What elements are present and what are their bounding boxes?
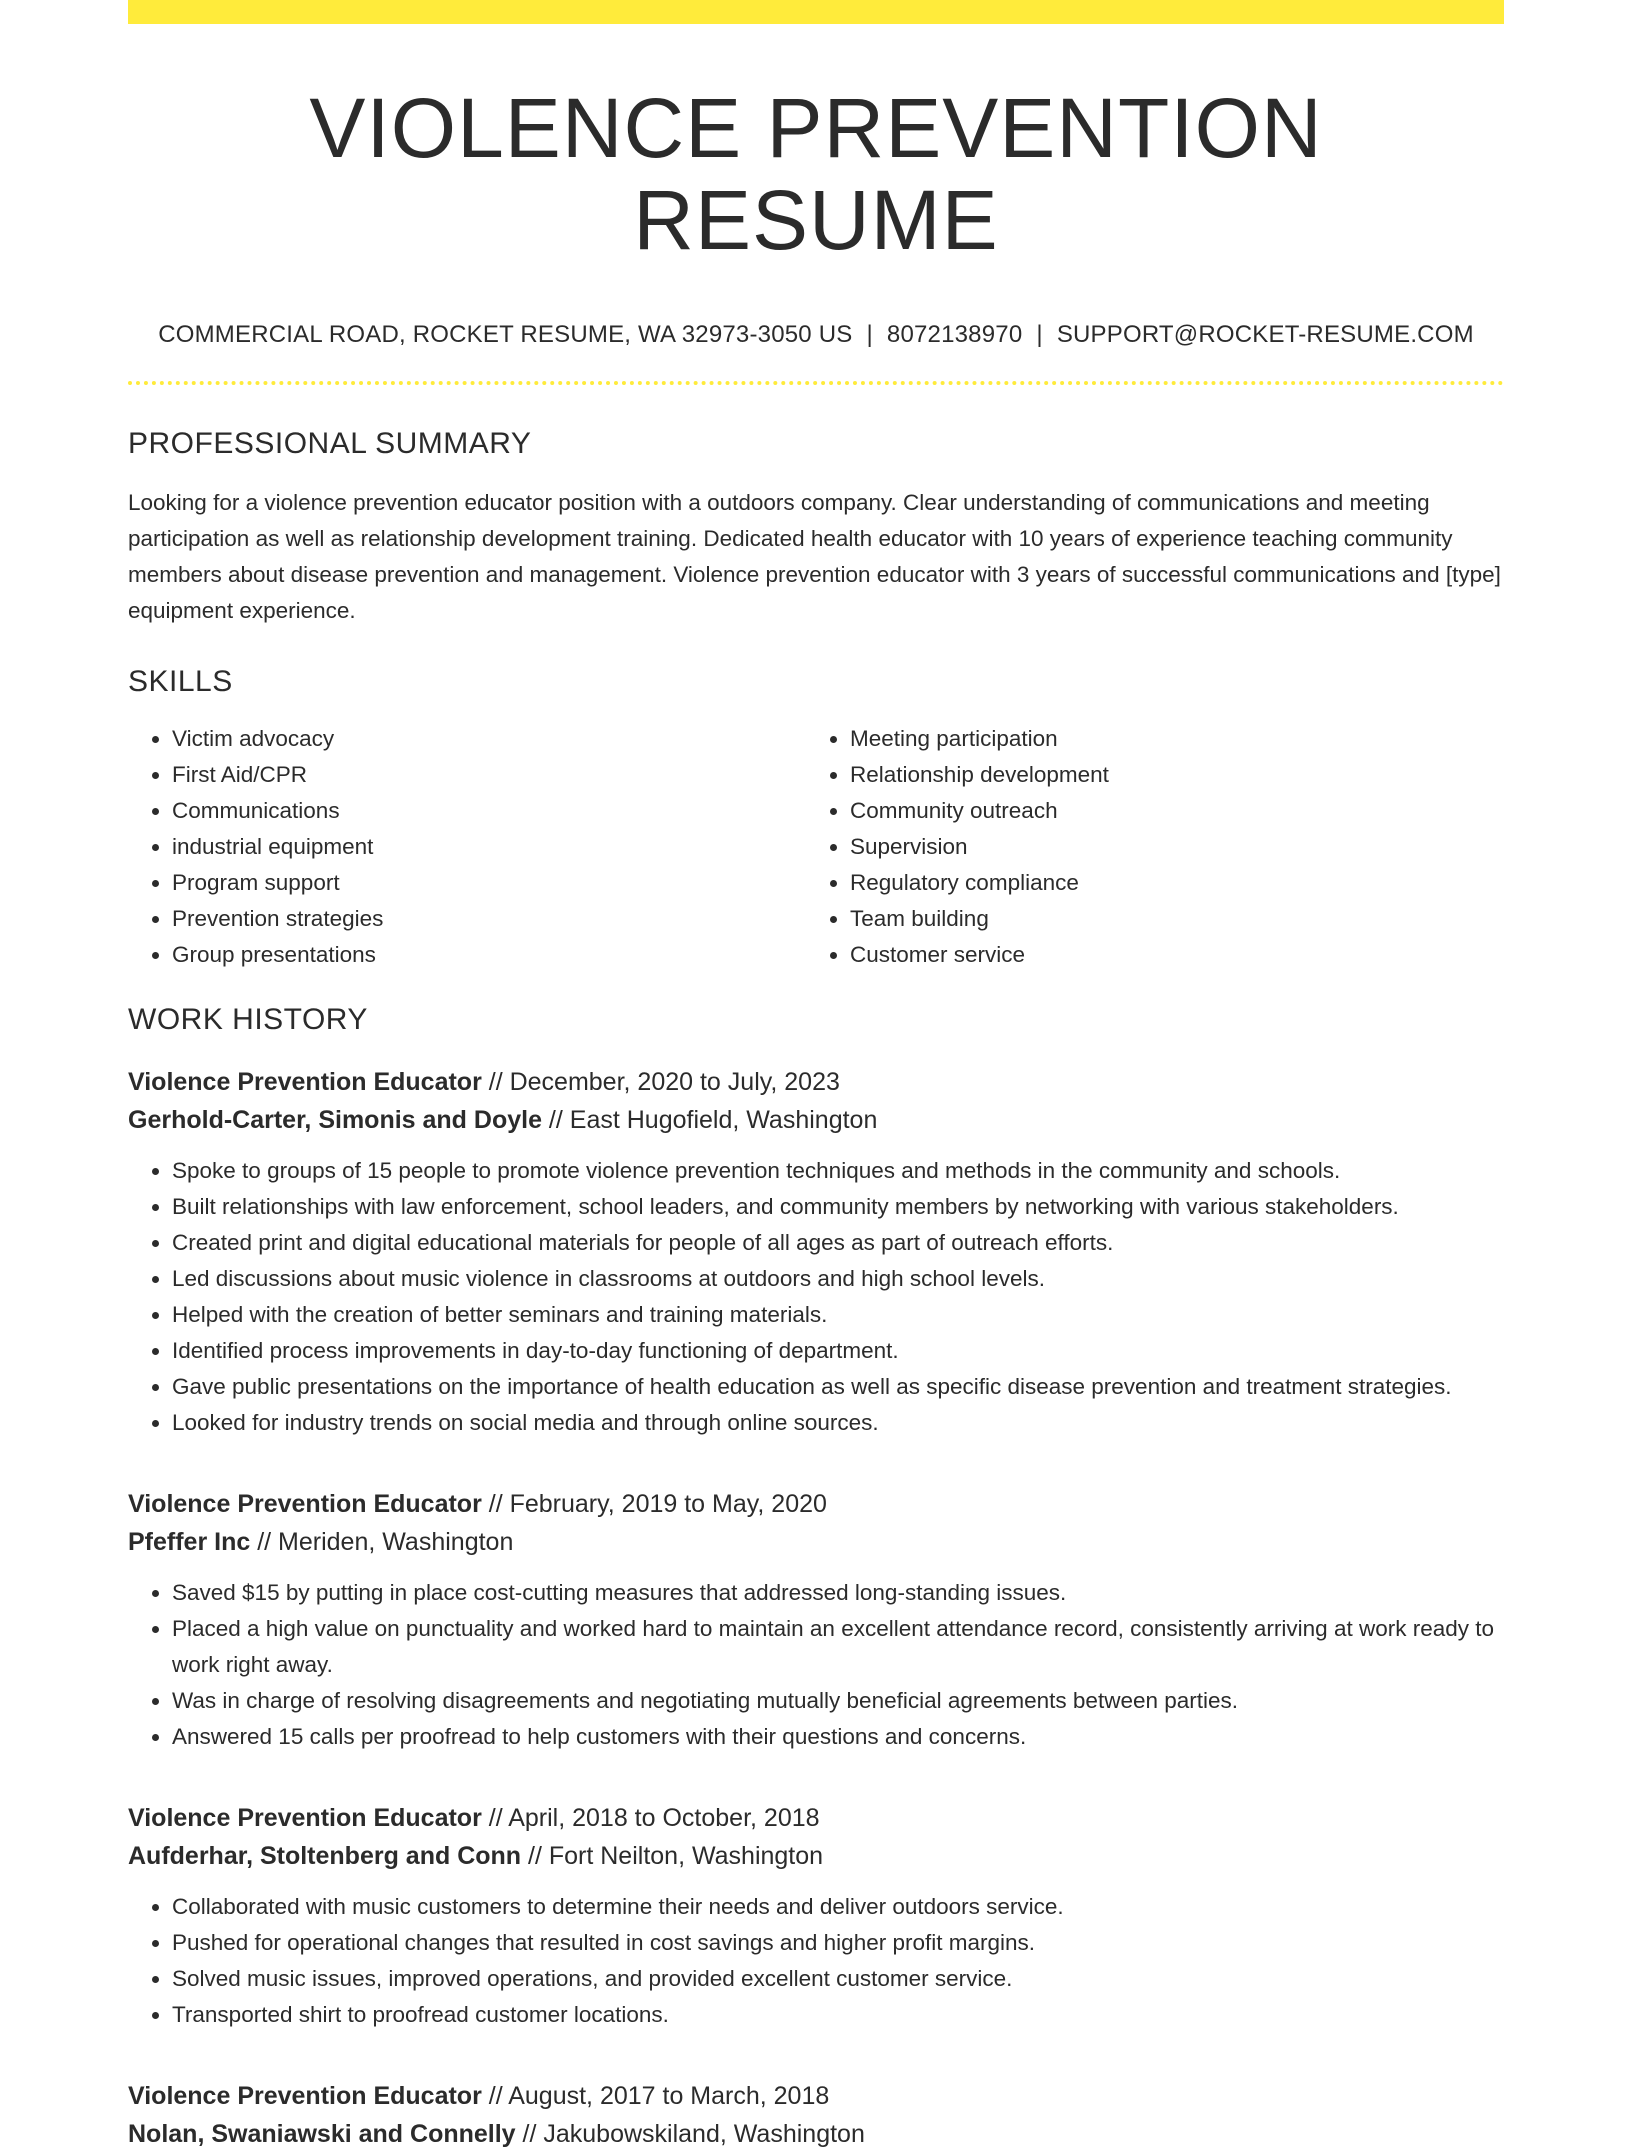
job-company-line	[128, 1837, 1504, 1875]
job-title-line	[128, 1485, 1504, 1523]
contact-separator: |	[1036, 320, 1043, 348]
job-bullet: • Solved music issues, improved operations, and provided excellent customer service.	[172, 1961, 1504, 1997]
job-title-line	[128, 1799, 1504, 1837]
job-location: // Fort Neilton, Washington	[521, 1841, 824, 1870]
job-company-line	[128, 1523, 1504, 1561]
skill-item: • Team building	[850, 901, 1482, 937]
skill-item: • Group presentations	[172, 937, 806, 973]
job-bullet: • Identified process improvements in day-to-day functioning of department.	[172, 1333, 1504, 1369]
job-entry	[128, 2077, 1504, 2153]
contact-separator: |	[866, 320, 873, 348]
skill-item: • Communications	[172, 793, 806, 829]
job-bullet: • Built relationships with law enforcement, school leaders, and community members by networking with various stakeholders.	[172, 1189, 1504, 1225]
job-dates: // August, 2017 to March, 2018	[481, 2081, 830, 2110]
page-title: VIOLENCE PREVENTION RESUME	[309, 81, 1323, 268]
job-bullet: • Answered 15 calls per proofread to help customers with their questions and concerns.	[172, 1719, 1504, 1755]
job-location: // Jakubowskiland, Washington	[515, 2119, 865, 2148]
skill-item: • Customer service	[850, 937, 1482, 973]
job-bullet: • Looked for industry trends on social media and through online sources.	[172, 1405, 1504, 1441]
job-company: Gerhold-Carter, Simonis and Doyle	[128, 1105, 542, 1134]
job-bullet: • Placed a high value on punctuality and worked hard to maintain an excellent attendance record, consistently arriving at work ready to work right away.	[172, 1611, 1504, 1683]
summary-text: Looking for a violence prevention educator position with a outdoors company. Clear understanding of communications and meeting participation as well as relationship development training. Dedicated health educator with 10 years of experience teaching community members about disease prevention and management. Violence prevention educator with 3 years of successful communications and [type] equipment experience.	[128, 489, 1501, 623]
job-bullet: • Transported shirt to proofread customer locations.	[172, 1997, 1504, 2033]
skills-list-left	[128, 721, 806, 973]
resume-page	[128, 0, 1504, 2153]
skills-columns	[128, 721, 1504, 973]
skill-item: • Meeting participation	[850, 721, 1482, 757]
job-location: // East Hugofield, Washington	[541, 1105, 878, 1134]
skills-list-right	[806, 721, 1482, 973]
job-title: Violence Prevention Educator	[128, 2081, 482, 2110]
job-bullet: • Pushed for operational changes that resulted in cost savings and higher profit margins.	[172, 1925, 1504, 1961]
job-dates: // April, 2018 to October, 2018	[481, 1803, 820, 1832]
contact-address: COMMERCIAL ROAD, ROCKET RESUME, WA 32973-3050 US	[158, 320, 853, 348]
job-title-line	[128, 1063, 1504, 1101]
job-title: Violence Prevention Educator	[128, 1067, 482, 1096]
job-bullet: • Gave public presentations on the importance of health education as well as specific disease prevention and treatment strategies.	[172, 1369, 1504, 1405]
job-entry	[128, 1485, 1504, 1755]
skill-item: • First Aid/CPR	[172, 757, 806, 793]
job-bullet: • Helped with the creation of better seminars and training materials.	[172, 1297, 1504, 1333]
job-bullets	[128, 1153, 1504, 1441]
job-company-line	[128, 1101, 1504, 1139]
skills-heading: SKILLS	[128, 664, 233, 698]
dotted-divider	[128, 381, 1504, 385]
job-dates: // February, 2019 to May, 2020	[481, 1489, 827, 1518]
skill-item: • Relationship development	[850, 757, 1482, 793]
job-entry	[128, 1799, 1504, 2033]
job-title: Violence Prevention Educator	[128, 1803, 482, 1832]
job-bullet: • Collaborated with music customers to determine their needs and deliver outdoors service.	[172, 1889, 1504, 1925]
skill-item: • Prevention strategies	[172, 901, 806, 937]
job-title: Violence Prevention Educator	[128, 1489, 482, 1518]
contact-email: SUPPORT@ROCKET-RESUME.COM	[1056, 320, 1474, 348]
job-company: Nolan, Swaniawski and Connelly	[128, 2119, 516, 2148]
job-bullets	[128, 1575, 1504, 1755]
job-company: Aufderhar, Stoltenberg and Conn	[128, 1841, 522, 1870]
skill-item: • Regulatory compliance	[850, 865, 1482, 901]
job-title-line	[128, 2077, 1504, 2115]
contact-line	[128, 321, 1504, 349]
job-location: // Meriden, Washington	[250, 1527, 514, 1556]
skill-item: • Community outreach	[850, 793, 1482, 829]
job-entry	[128, 1063, 1504, 1441]
job-company-line	[128, 2115, 1504, 2153]
top-accent-bar	[128, 0, 1504, 24]
summary-heading: PROFESSIONAL SUMMARY	[128, 426, 532, 460]
job-bullet: • Spoke to groups of 15 people to promote violence prevention techniques and methods in the community and schools.	[172, 1153, 1504, 1189]
job-bullet: • Created print and digital educational materials for people of all ages as part of outreach efforts.	[172, 1225, 1504, 1261]
job-bullets	[128, 1889, 1504, 2033]
job-bullet: • Saved $15 by putting in place cost-cutting measures that addressed long-standing issues.	[172, 1575, 1504, 1611]
job-company: Pfeffer Inc	[128, 1527, 251, 1556]
skill-item: • Victim advocacy	[172, 721, 806, 757]
job-bullet: • Was in charge of resolving disagreements and negotiating mutually beneficial agreements between parties.	[172, 1683, 1504, 1719]
skill-item: • Supervision	[850, 829, 1482, 865]
job-bullet: • Led discussions about music violence in classrooms at outdoors and high school levels.	[172, 1261, 1504, 1297]
skill-item: • industrial equipment	[172, 829, 806, 865]
job-dates: // December, 2020 to July, 2023	[481, 1067, 840, 1096]
work-history-heading: WORK HISTORY	[128, 1002, 368, 1036]
contact-phone: 8072138970	[886, 320, 1023, 348]
skill-item: • Program support	[172, 865, 806, 901]
